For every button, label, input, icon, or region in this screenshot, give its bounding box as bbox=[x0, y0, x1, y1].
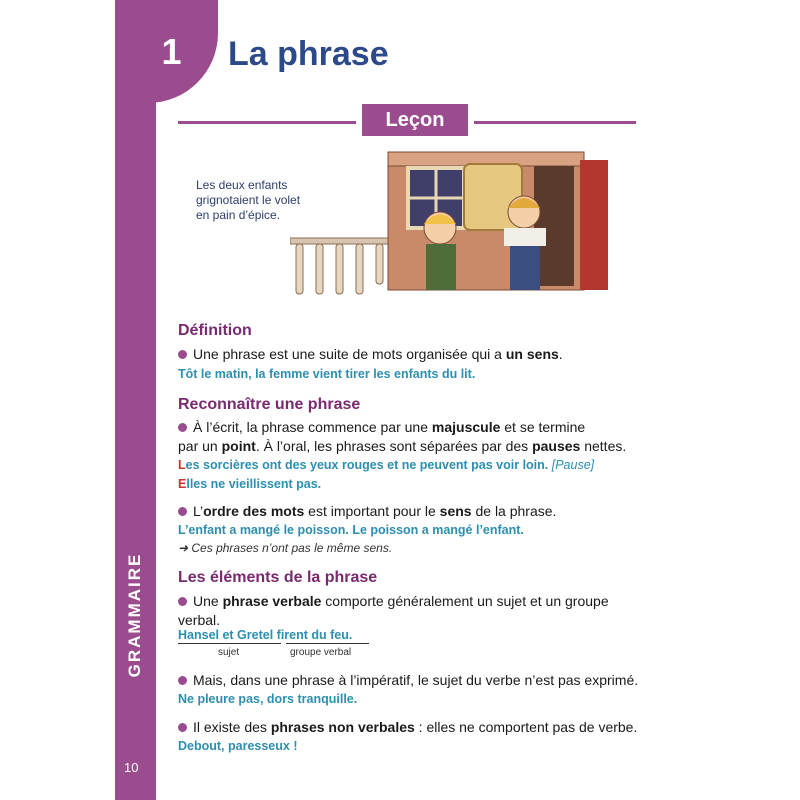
bullet-icon bbox=[178, 423, 187, 432]
bullet-icon bbox=[178, 507, 187, 516]
bullet-icon bbox=[178, 597, 187, 606]
groupe-verbal-label: groupe verbal bbox=[290, 647, 352, 658]
definition-heading: Définition bbox=[178, 322, 252, 339]
caption-line: grignotaient le volet bbox=[196, 193, 301, 207]
elements-example-2: Ne pleure pas, dors tranquille. bbox=[178, 692, 358, 706]
elements-paragraph-2: Mais, dans une phrase à l’impératif, le sujet du verbe n’est pas exprimé. bbox=[178, 671, 648, 690]
chapter-number: 1 bbox=[161, 30, 182, 72]
page-number: 10 bbox=[124, 760, 139, 775]
definition-text: Une phrase est une suite de mots organisée qui a un sens. bbox=[178, 345, 648, 364]
bullet-icon bbox=[178, 723, 187, 732]
sujet-label: sujet bbox=[218, 647, 240, 658]
reconnaitre-example-2: Elles ne vieillissent pas. bbox=[178, 477, 322, 491]
elements-paragraph-3: Il existe des phrases non verbales : elles ne comportent pas de verbe. bbox=[178, 718, 648, 737]
groupe-verbal-underline bbox=[286, 643, 369, 644]
reconnaitre-example-1: Les sorcières ont des yeux rouges et ne peuvent pas voir loin. [Pause] bbox=[178, 458, 595, 472]
sujet-underline bbox=[178, 643, 281, 644]
elements-heading: Les éléments de la phrase bbox=[178, 569, 378, 586]
definition-example: Tôt le matin, la femme vient tirer les enfants du lit. bbox=[178, 367, 476, 381]
reconnaitre-note: ➜ Ces phrases n’ont pas le même sens. bbox=[178, 541, 393, 555]
caption-line: Les deux enfants bbox=[196, 178, 288, 192]
lecon-tab: Leçon bbox=[356, 104, 474, 136]
caption-line: en pain d’épice. bbox=[196, 208, 281, 222]
reconnaitre-paragraph-1: À l’écrit, la phrase commence par une majuscule et se termine par un point. À l’oral, les phrases sont séparées par des pauses nettes. bbox=[178, 419, 627, 454]
reconnaitre-paragraph-2: L’ordre des mots est important pour le sens de la phrase. bbox=[178, 502, 648, 521]
page-title: La phrase bbox=[228, 35, 389, 73]
elements-paragraph-1: Une phrase verbale comporte généralement un sujet et un groupe verbal. bbox=[178, 593, 609, 628]
bullet-icon bbox=[178, 350, 187, 359]
elements-example-3: Debout, paresseux ! bbox=[178, 739, 298, 753]
bullet-icon bbox=[178, 676, 187, 685]
reconnaitre-example-3: L’enfant a mangé le poisson. Le poisson a mangé l’enfant. bbox=[178, 523, 524, 537]
elements-example-1: Hansel et Gretel firent du feu. bbox=[178, 628, 353, 642]
gingerbread-house-illustration bbox=[290, 150, 608, 296]
section-label: GRAMMAIRE bbox=[125, 552, 144, 678]
reconnaitre-heading: Reconnaître une phrase bbox=[178, 396, 361, 413]
